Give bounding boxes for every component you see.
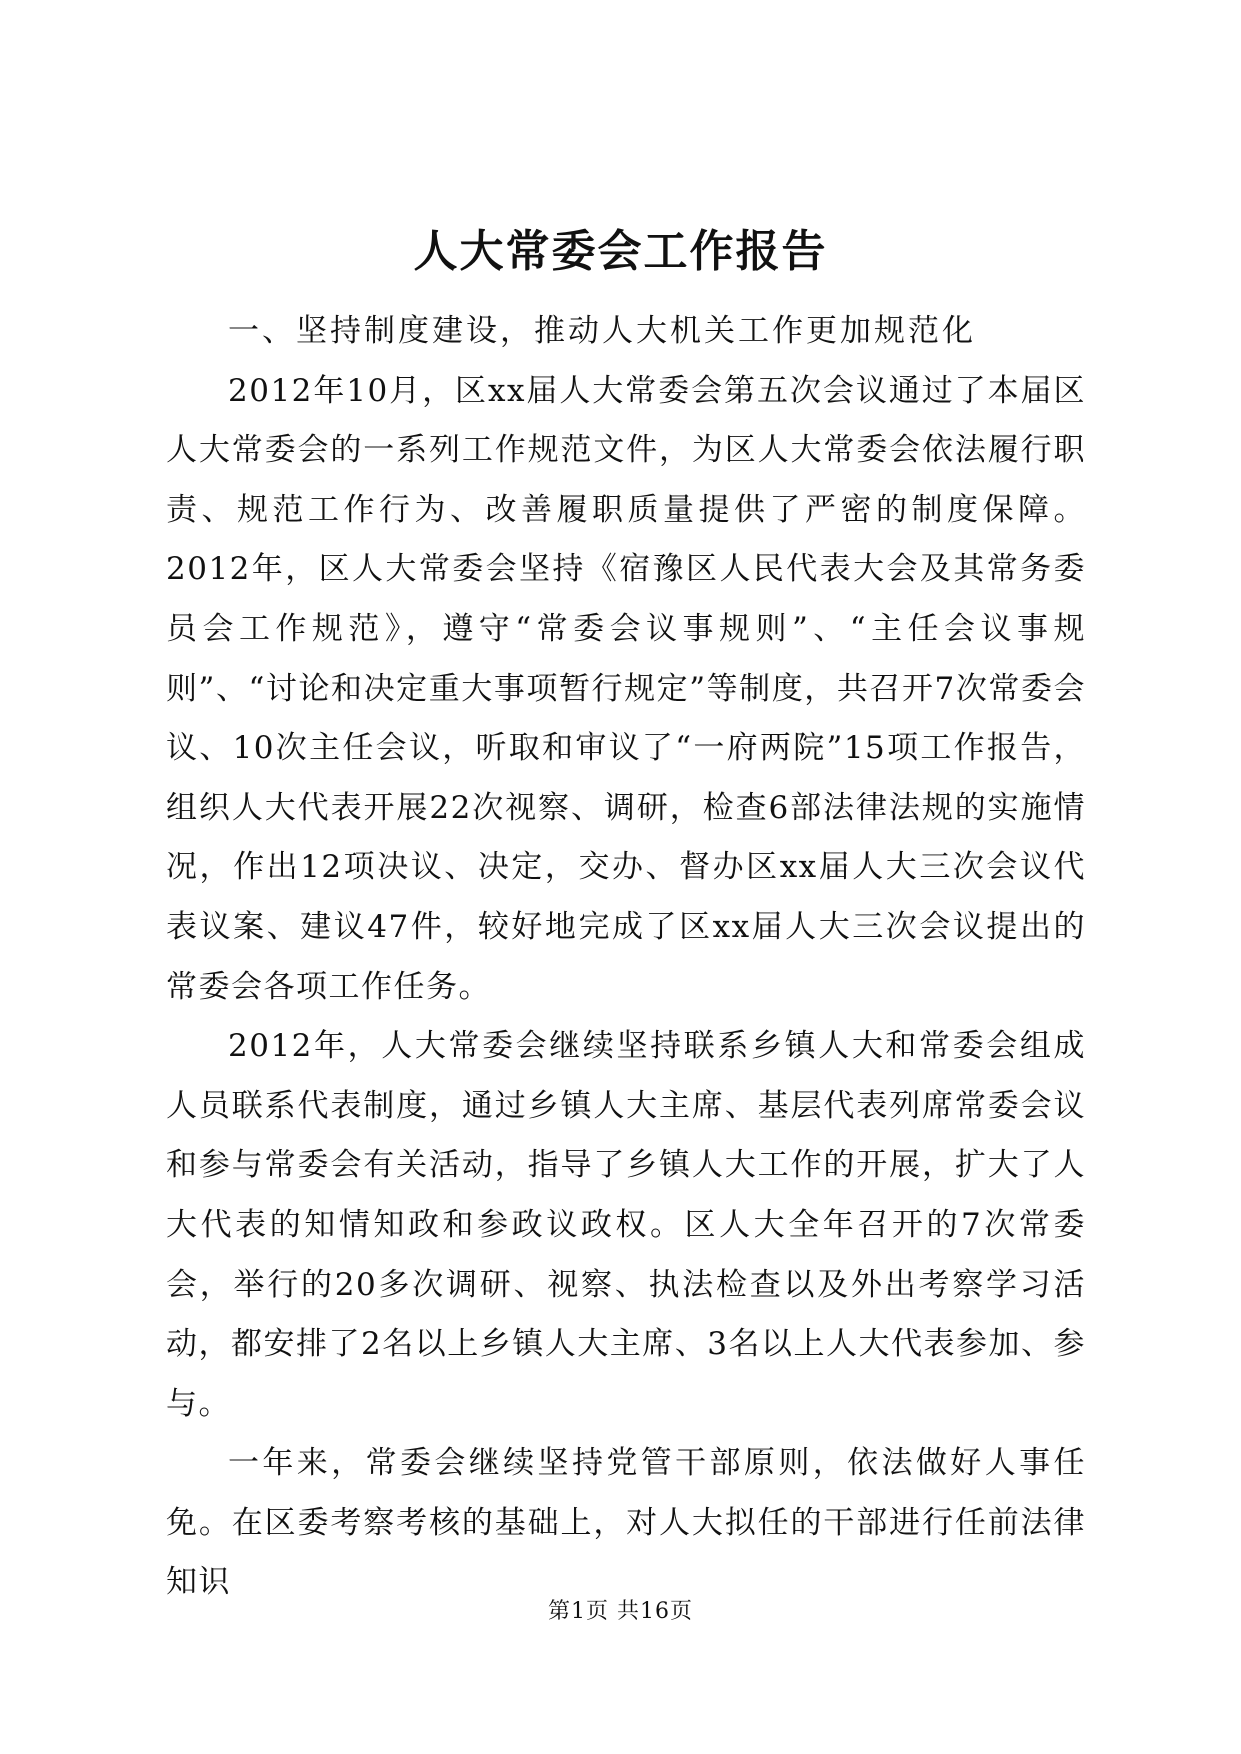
document-body	[166, 302, 1086, 1613]
document-title: 人大常委会工作报告	[413, 226, 828, 277]
paragraph-3: 一年来，常委会继续坚持党管干部原则，依法做好人事任免。在区委考察考核的基础上，对人大拟任的干部进行任前法律知识	[166, 1445, 1086, 1601]
paragraph-1: 2012年10月，区xx届人大常委会第五次会议通过了本届区人大常委会的一系列工作规范文件，为区人大常委会依法履行职责、规范工作行为、改善履职质量提供了严密的制度保障。2012年，区人大常委会坚持《宿豫区人民代表大会及其常务委员会工作规范》，遵守“常委会议事规则”、“主任会议事规则”、“讨论和决定重大事项暂行规定”等制度，共召开7次常委会议、10次主任会议，听取和审议了“一府两院”15项工作报告，组织人大代表开展22次视察、调研，检查6部法律法规的实施情况，作出12项决议、决定，交办、督办区xx届人大三次会议代表议案、建议47件，较好地完成了区xx届人大三次会议提出的常委会各项工作任务。	[166, 372, 1086, 1005]
page-footer: 第1页 共16页	[548, 1599, 693, 1624]
section-heading: 一、坚持制度建设，推动人大机关工作更加规范化	[228, 313, 976, 349]
paragraph-2: 2012年，人大常委会继续坚持联系乡镇人大和常委会组成人员联系代表制度，通过乡镇人大主席、基层代表列席常委会议和参与常委会有关活动，指导了乡镇人大工作的开展，扩大了人大代表的知情知政和参政议政权。区人大全年召开的7次常委会，举行的20多次调研、视察、执法检查以及外出考察学习活动，都安排了2名以上乡镇人大主席、3名以上人大代表参加、参与。	[166, 1028, 1086, 1422]
